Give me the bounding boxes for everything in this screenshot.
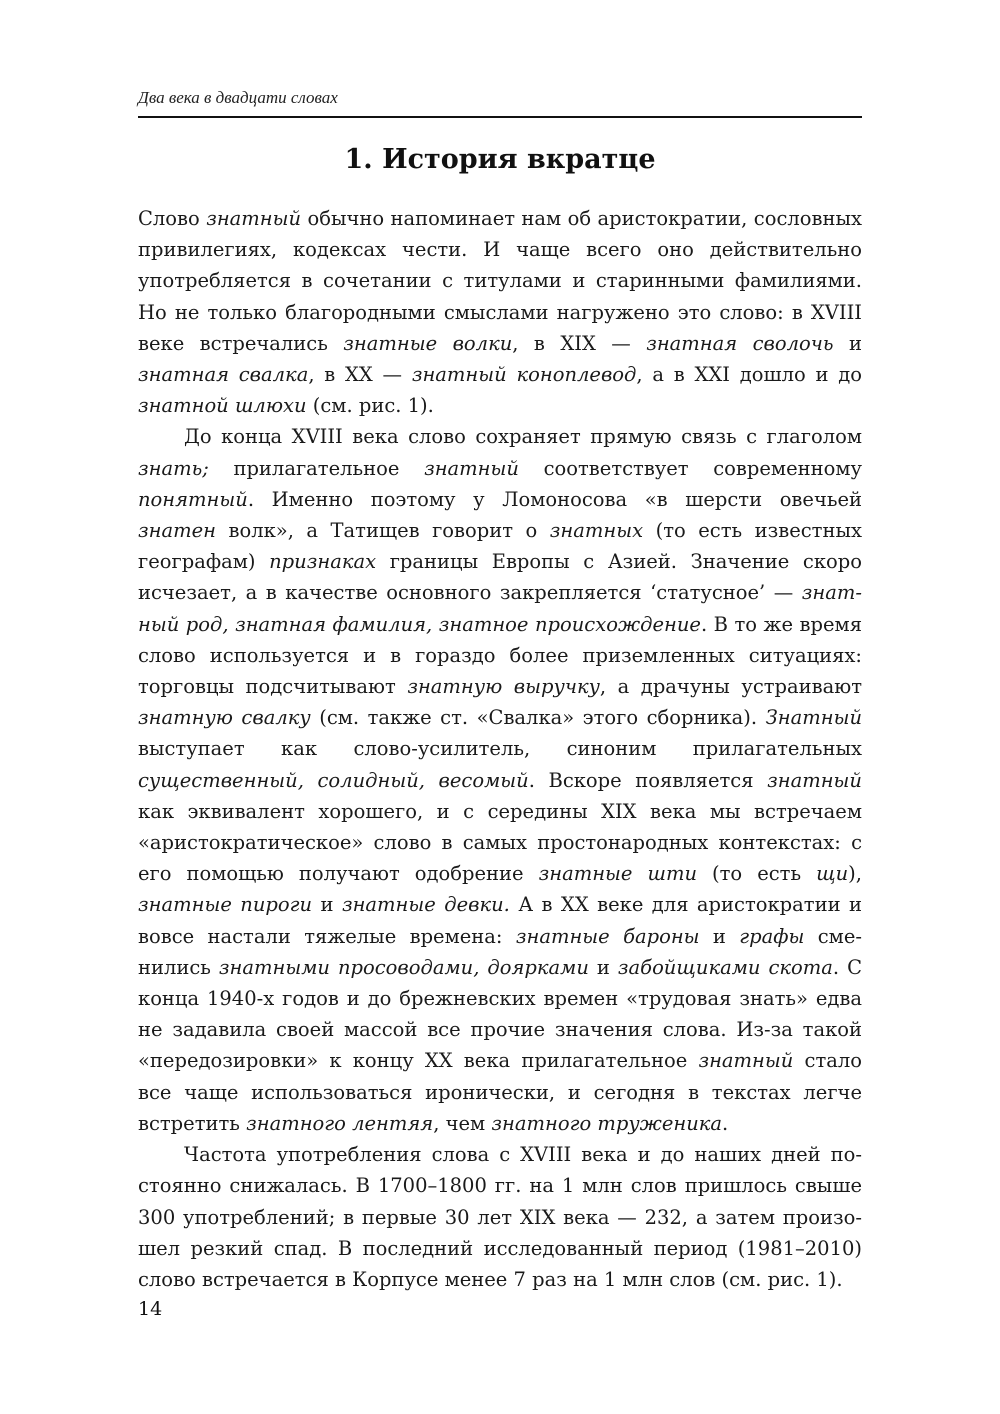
emphasis-run: щи	[816, 862, 849, 886]
paragraph	[138, 1139, 862, 1295]
text-run: (см. также ст. «Свалка» этого сборника).	[310, 706, 766, 730]
emphasis-run: знатная свалка	[138, 363, 309, 387]
emphasis-run: знатные шти	[538, 862, 698, 886]
text-run: А в XX веке для аристократии и вовсе настали тяжелые времена:	[138, 893, 862, 948]
text-run: , а в XXI дошло и до	[636, 363, 862, 387]
text-run: До конца XVIII века слово сохраняет прямую связь с глаголом	[184, 425, 862, 449]
running-head: Два века в двадцати словах	[138, 88, 338, 107]
emphasis-run: знатной шлюхи	[138, 394, 307, 418]
emphasis-run: знатную свалку	[138, 706, 311, 730]
emphasis-run: знатный	[767, 768, 862, 792]
text-run: и	[312, 893, 342, 917]
text-run: . С конца 1940-х годов и до брежневских времен «трудовая знать» едва не задавила своей массой все прочие значения слова. Из-за такой «передозировки» к концу XX века прилагательное	[138, 955, 862, 1073]
text-run: границы Европы с Азией. Значение скоро исчезает, а в качестве основного закрепляется ‘статусное’ —	[138, 550, 862, 605]
text-run: и	[588, 955, 618, 979]
emphasis-run: знать;	[138, 456, 209, 480]
text-run: . Вскоре появляется	[528, 768, 768, 792]
text-run: Частота употребления слова с XVIII века и до наших дней постоянно снижалась. В 1700–1800 гг. на 1 млн слов пришлось свыше 300 употреблений; в первые 30 лет XIX века — 232, а затем произошел резкий спад. В последний исследованный период (1981–2010) слово встречается в Корпусе менее 7 раз на 1 млн слов (см. рис. 1).	[138, 1143, 862, 1291]
emphasis-run: понятный	[138, 487, 248, 511]
text-run: волк», а Татищев говорит о	[215, 519, 550, 543]
paragraph	[138, 203, 862, 421]
emphasis-run: знатный коноплевод	[411, 363, 637, 387]
text-run: (см. рис. 1).	[306, 394, 434, 418]
emphasis-run: знатный род, знатная фамилия, знатное происхождение	[138, 581, 862, 636]
emphasis-run: знатный	[424, 456, 519, 480]
text-run: выступает как слово-усилитель, синоним прилагательных	[138, 737, 862, 761]
emphasis-run: существенный, солидный, весомый	[138, 768, 529, 792]
text-run: . Именно поэтому у Ломоносова «в шерсти овечьей	[247, 487, 862, 511]
emphasis-run: знатные бароны	[515, 924, 700, 948]
text-run: .	[722, 1111, 729, 1135]
text-run: и	[833, 331, 862, 355]
text-run: стало все чаще использоваться иронически, и сегодня в текстах легче встретить	[138, 1049, 862, 1135]
emphasis-run: знатен	[138, 519, 216, 543]
emphasis-run: знатных	[549, 519, 644, 543]
emphasis-run: знатная сволочь	[646, 331, 834, 355]
text-run: (то есть	[697, 862, 817, 886]
text-run: , а драчуны устраивают	[599, 675, 863, 699]
emphasis-run: Знатный	[765, 706, 863, 730]
emphasis-run: знатного труженика	[491, 1111, 723, 1135]
emphasis-run: знатные волки	[343, 331, 513, 355]
text-run: ),	[848, 862, 862, 886]
text-run: (то есть известных географам)	[138, 519, 862, 574]
emphasis-run: знатными просоводами, доярками	[218, 955, 589, 979]
page-number: 14	[138, 1298, 163, 1320]
text-run: и	[699, 924, 740, 948]
emphasis-run: знатный	[698, 1049, 794, 1073]
emphasis-run: графы	[739, 924, 805, 948]
article-body	[138, 203, 862, 1295]
emphasis-run: знатный	[206, 207, 302, 230]
text-run: Слово	[138, 207, 207, 230]
text-run: , чем	[433, 1111, 492, 1135]
text-run: обычно напоминает нам об аристократии, сословных привилегиях, кодексах чести. И чаще всего оно действительно употребляется в сочетании с титулами и старинными фамилиями. Но не только благородными смыслами нагружено это слово: в XVIII веке встречались	[138, 207, 862, 355]
paragraph	[138, 421, 862, 1139]
text-run: сменились	[138, 924, 862, 979]
text-run: как эквивалент хорошего, и с середины XIX века мы встречаем «аристократическое» слово в самых простонародных контекстах: с его помощью получают одобрение	[138, 799, 862, 886]
text-run: , в XX —	[308, 363, 412, 387]
text-run: прилагательное	[208, 456, 425, 480]
emphasis-run: знатные пироги	[138, 893, 313, 917]
emphasis-run: забойщиками скота	[617, 955, 833, 979]
chapter-title: 1. История вкратце	[344, 144, 656, 175]
emphasis-run: знатную выручку	[407, 675, 600, 699]
text-run: соответствует современному	[518, 456, 862, 480]
emphasis-run: знатного лентяя	[246, 1111, 434, 1135]
emphasis-run: знатные девки.	[341, 893, 510, 917]
header-divider	[138, 116, 862, 118]
text-run: , в XIX —	[512, 331, 647, 355]
emphasis-run: признаках	[269, 550, 377, 574]
text-run: . В то же время слово используется и в гораздо более приземленных ситуациях: торговцы подсчитывают	[138, 612, 862, 699]
